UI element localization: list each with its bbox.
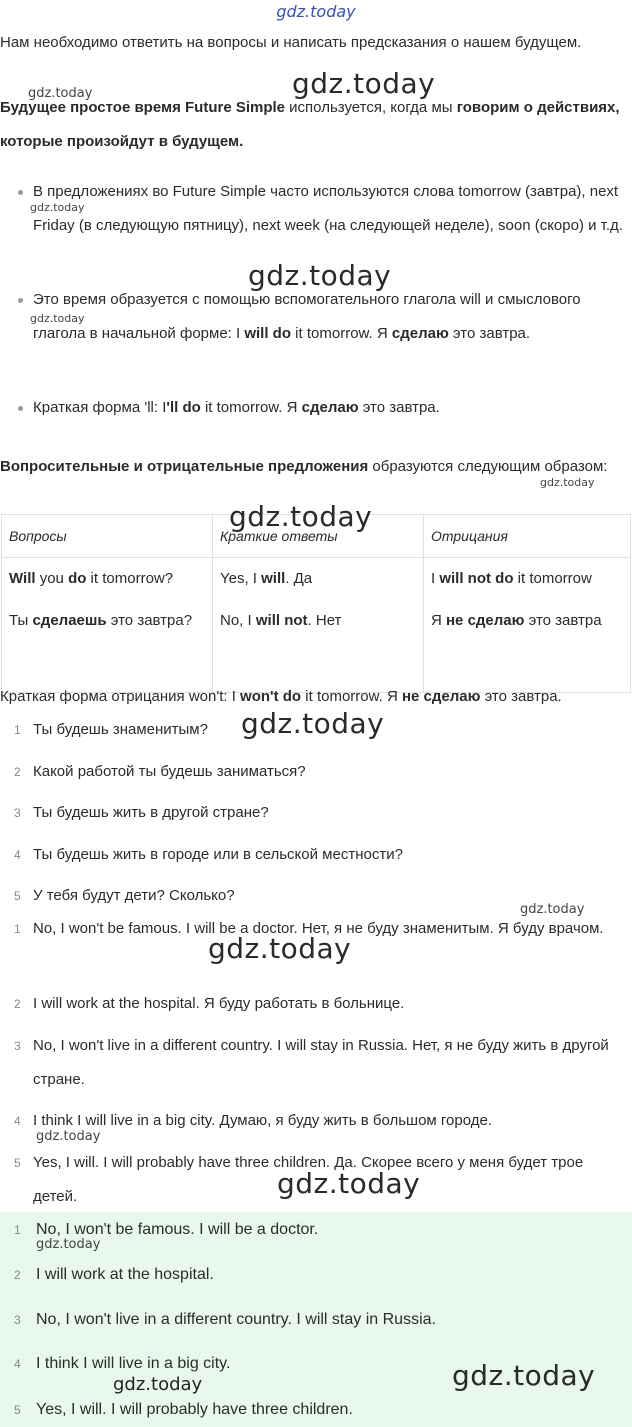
table-header-questions: Вопросы [2, 515, 213, 558]
watermark: gdz.today [30, 312, 85, 325]
watermark: gdz.today [540, 476, 595, 489]
rule-bold-2: говорим о действиях, которые произойдут в будущем. [0, 99, 620, 150]
watermark: gdz.today [452, 1359, 596, 1392]
rule-bold-1: Будущее простое время Future Simple [0, 99, 286, 116]
table-row [2, 558, 631, 693]
bullet-text: Это время образуется с помощью вспомогательного глагола will и смыслового глагола в начальной форме: I will do it tomorrow. Я сделаю это завтра. [33, 291, 581, 342]
questions-intro: Вопросительные и отрицательные предложения образуются следующим образом: [0, 458, 608, 475]
watermark: gdz.today [113, 1374, 203, 1395]
site-logo[interactable]: gdz.today [276, 2, 356, 21]
watermark: gdz.today [292, 67, 436, 100]
table-cell-questions: Will you do it tomorrow? Ты сделаешь это завтра? [2, 558, 213, 693]
watermark: gdz.today [36, 1129, 101, 1144]
watermark: gdz.today [208, 932, 352, 965]
watermark: gdz.today [241, 707, 385, 740]
watermark: gdz.today [28, 86, 93, 101]
table-header-negations: Отрицания [424, 515, 631, 558]
short-negation-text: Краткая форма отрицания won't: I won't do it tomorrow. Я не сделаю это завтра. [0, 688, 562, 705]
rule-text [0, 91, 628, 159]
watermark: gdz.today [30, 201, 85, 214]
bullet-dot [18, 298, 23, 303]
bullet-dot [18, 190, 23, 195]
watermark: gdz.today [248, 259, 392, 292]
bullet-dot [18, 406, 23, 411]
bullet-text: В предложениях во Future Simple часто используются слова tomorrow (завтра), next Friday (в следующую пятницу), next week (на следующей неделе), soon (скоро) и т.д. [33, 183, 623, 234]
intro-text: Нам необходимо ответить на вопросы и написать предсказания о нашем будущем. [0, 34, 582, 51]
table-cell-answers: Yes, I will. Да No, I will not. Нет [213, 558, 424, 693]
watermark: gdz.today [277, 1167, 421, 1200]
watermark: gdz.today [229, 500, 373, 533]
rule-text-1: используется, когда мы [285, 99, 457, 116]
watermark: gdz.today [36, 1237, 101, 1252]
bullet-text: Краткая форма 'll: I'll do it tomorrow. Я сделаю это завтра. [33, 399, 440, 416]
grammar-table [1, 514, 631, 693]
table-header-answers: Краткие ответы [213, 515, 424, 558]
table-cell-negations: I will not do it tomorrow Я не сделаю это завтра [424, 558, 631, 693]
watermark: gdz.today [520, 902, 585, 917]
